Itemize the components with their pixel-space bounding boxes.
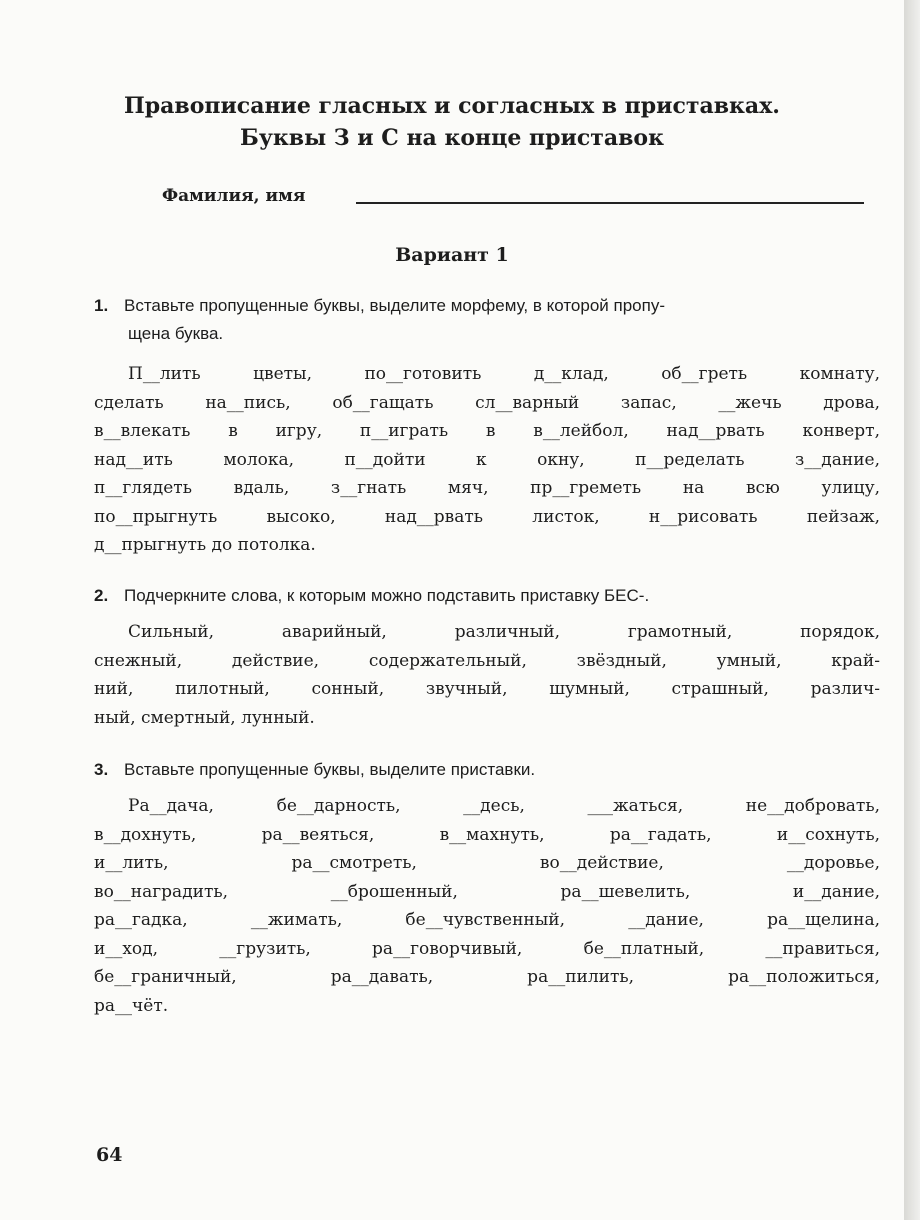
exercise-line: в__дохнуть, ра__веяться, в__махнуть, ра__гадать, и__сохнуть, xyxy=(94,824,880,845)
name-input-line[interactable] xyxy=(356,202,864,204)
task-1-instruction-line-1: Вставьте пропущенные буквы, выделите морфему, в которой пропу- xyxy=(124,296,665,315)
task-2-instruction-line-1: Подчеркните слова, к которым можно подставить приставку БЕС-. xyxy=(124,586,650,605)
exercise-line: и__ход, __грузить, ра__говорчивый, бе__платный, __правиться, xyxy=(94,938,880,959)
task-3-number: 3. xyxy=(94,760,109,779)
task-1-instruction xyxy=(94,292,884,348)
exercise-line: п__глядеть вдаль, з__гнать мяч, пр__греметь на всю улицу, xyxy=(94,478,880,498)
task-3-instruction-line-1: Вставьте пропущенные буквы, выделите приставки. xyxy=(124,760,536,779)
task-1-instruction-line-2: щена буква. xyxy=(128,324,224,343)
task-3-instruction xyxy=(94,756,884,784)
exercise-line: над__ить молока, п__дойти к окну, п__ределать з__дание, xyxy=(94,449,880,470)
exercise-line: ра__гадка, __жимать, бе__чувственный, __дание, ра__щелина, xyxy=(94,910,880,930)
exercise-line: ный, смертный, лунный. xyxy=(94,707,315,728)
page-edge xyxy=(904,0,920,1220)
task-2-number: 2. xyxy=(94,586,109,605)
title-line-2: Буквы З и С на конце приставок xyxy=(240,125,664,151)
exercise-line: ний, пилотный, сонный, звучный, шумный, страшный, различ- xyxy=(94,679,880,699)
page-number: 64 xyxy=(96,1144,123,1166)
task-3-exercise xyxy=(94,792,880,1020)
exercise-line: и__лить, ра__смотреть, во__действие, __доровье, xyxy=(94,853,880,873)
task-1-number: 1. xyxy=(94,296,109,315)
task-2-instruction xyxy=(94,582,884,610)
exercise-line: д__прыгнуть до потолка. xyxy=(94,535,316,555)
exercise-line: П__лить цветы, по__готовить д__клад, об__греть комнату, xyxy=(128,364,880,384)
task-1-exercise xyxy=(94,360,880,560)
page-title xyxy=(0,90,904,154)
title-line-1: Правописание гласных и согласных в приставках. xyxy=(124,93,780,119)
exercise-line: сделать на__пись, об__гащать сл__варный запас, __жечь дрова, xyxy=(94,392,880,413)
exercise-line: во__наградить, __брошенный, ра__шевелить, и__дание, xyxy=(94,881,880,902)
exercise-line: по__прыгнуть высоко, над__рвать листок, н__рисовать пейзаж, xyxy=(94,506,880,527)
name-label: Фамилия, имя xyxy=(162,186,306,206)
variant-heading: Вариант 1 xyxy=(395,244,509,266)
exercise-line: Ра__дача, бе__дарность, __десь, ___жаться, не__добровать, xyxy=(128,796,880,816)
exercise-line: снежный, действие, содержательный, звёздный, умный, край- xyxy=(94,650,880,671)
exercise-line: Сильный, аварийный, различный, грамотный, порядок, xyxy=(128,622,880,642)
exercise-line: ра__чёт. xyxy=(94,995,169,1016)
task-2-exercise xyxy=(94,618,880,732)
exercise-line: в__влекать в игру, п__играть в в__лейбол, над__рвать конверт, xyxy=(94,421,880,441)
exercise-line: бе__граничный, ра__давать, ра__пилить, ра__положиться, xyxy=(94,967,880,987)
